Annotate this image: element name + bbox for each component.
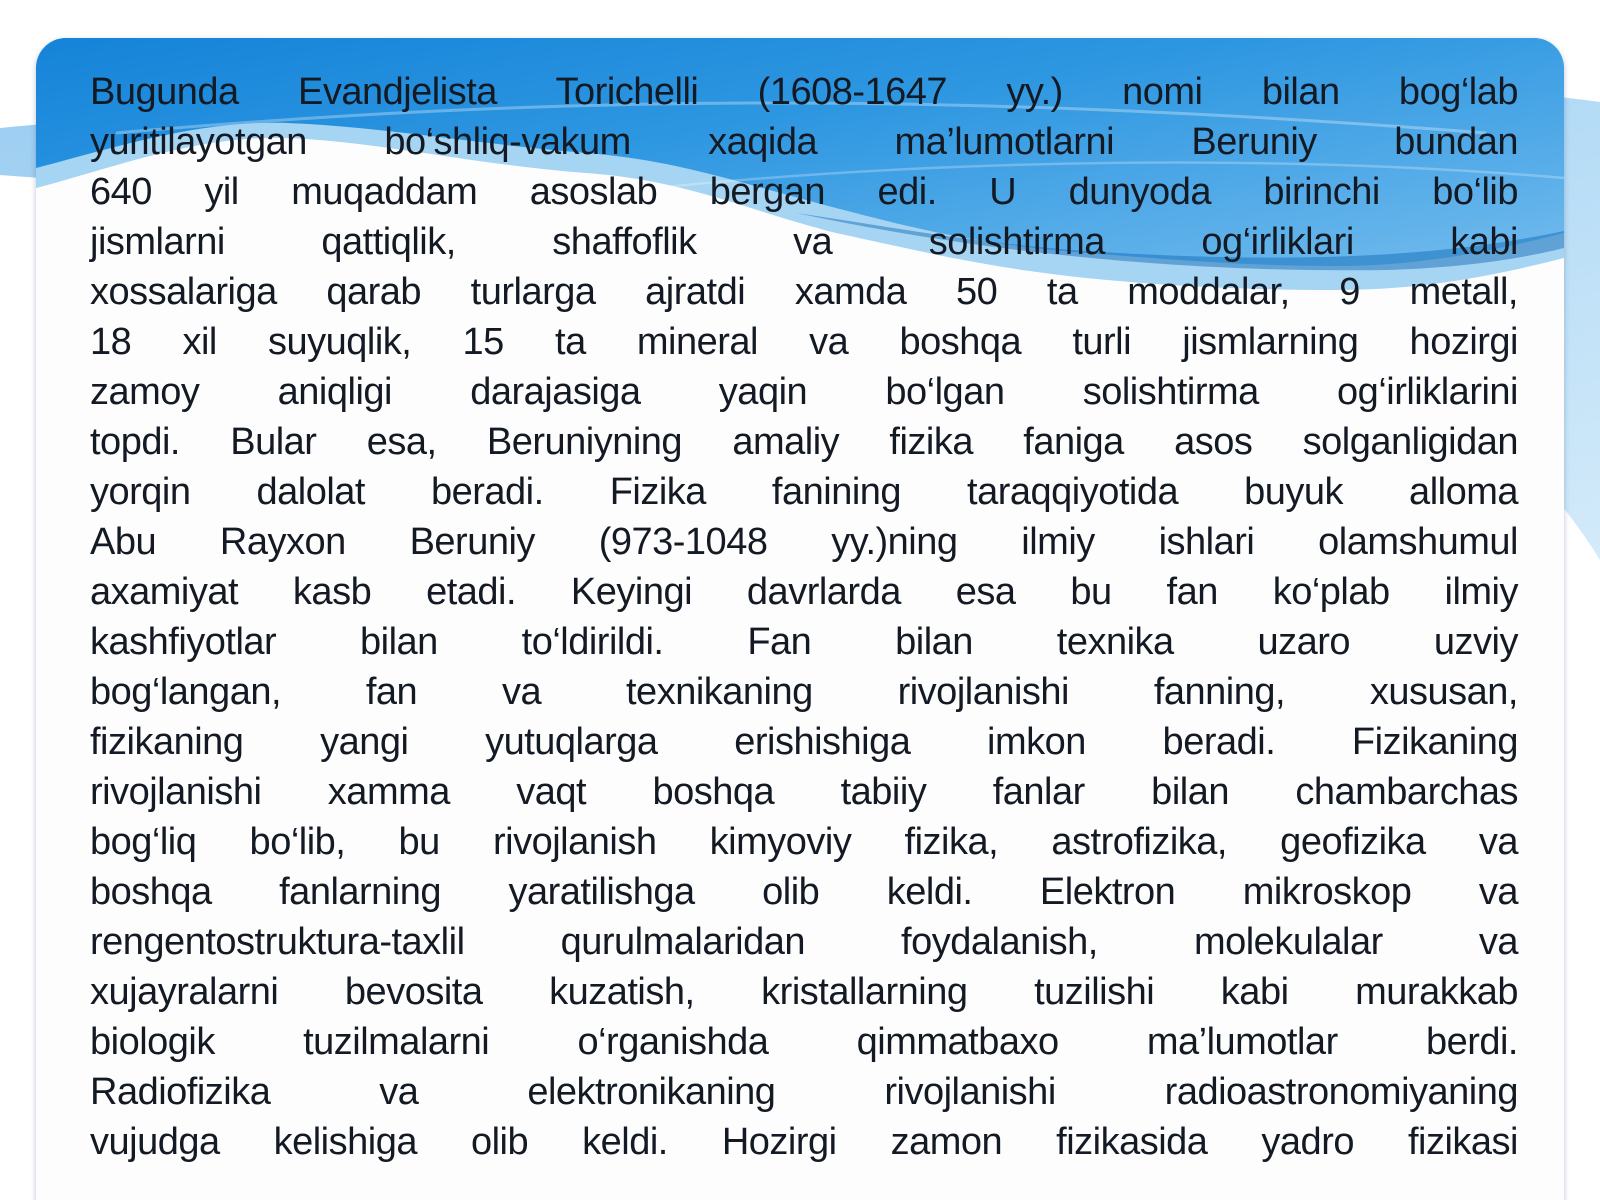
- paragraph-line: biologik tuzilmalarni o‘rganishda qimmatbaxo ma’lumotlar berdi.: [90, 1021, 1518, 1063]
- paragraph-line: kashfiyotlar bilan to‘ldirildi. Fan bilan texnika uzaro uzviy: [90, 621, 1518, 663]
- paragraph: [36, 38, 1564, 1167]
- paragraph-line: 640 yil muqaddam asoslab bergan edi. U dunyoda birinchi bo‘lib: [90, 171, 1518, 213]
- paragraph-line: Radiofizika va elektronikaning rivojlanishi radioastronomiyaning: [90, 1071, 1518, 1113]
- paragraph-line: zamoy aniqligi darajasiga yaqin bo‘lgan solishtirma og‘irliklarini: [90, 371, 1518, 413]
- paragraph-line: xujayralarni bevosita kuzatish, kristallarning tuzilishi kabi murakkab: [90, 971, 1518, 1013]
- paragraph-line: jismlarni qattiqlik, shaffoflik va solishtirma og‘irliklari kabi: [90, 221, 1518, 263]
- paragraph-line: rengentostruktura-taxlil qurulmalaridan foydalanish, molekulalar va: [90, 921, 1518, 963]
- paragraph-line: 18 xil suyuqlik, 15 ta mineral va boshqa turli jismlarning hozirgi: [90, 321, 1518, 363]
- paragraph-line: boshqa fanlarning yaratilishga olib keldi. Elektron mikroskop va: [90, 871, 1518, 913]
- paragraph-line: Bugunda Evandjelista Torichelli (1608-1647 yy.) nomi bilan bog‘lab: [90, 71, 1518, 113]
- paragraph-line: bog‘liq bo‘lib, bu rivojlanish kimyoviy fizika, astrofizika, geofizika va: [90, 821, 1518, 863]
- paragraph-line: bog‘langan, fan va texnikaning rivojlanishi fanning, xususan,: [90, 671, 1518, 713]
- paragraph-line: topdi. Bular esa, Beruniyning amaliy fizika faniga asos solganligidan: [90, 421, 1518, 463]
- paragraph-line: Abu Rayxon Beruniy (973-1048 yy.)ning ilmiy ishlari olamshumul: [90, 521, 1518, 563]
- paragraph-line: yorqin dalolat beradi. Fizika fanining taraqqiyotida buyuk alloma: [90, 471, 1518, 513]
- paragraph-line: rivojlanishi xamma vaqt boshqa tabiiy fanlar bilan chambarchas: [90, 771, 1518, 813]
- paragraph-line: yuritilayotgan bo‘shliq-vakum xaqida ma’lumotlarni Beruniy bundan: [90, 121, 1518, 163]
- paragraph-line: vujudga kelishiga olib keldi. Hozirgi zamon fizikasida yadro fizikasi: [90, 1121, 1518, 1163]
- content-card: [36, 38, 1564, 1200]
- paragraph-line: axamiyat kasb etadi. Keyingi davrlarda esa bu fan ko‘plab ilmiy: [90, 571, 1518, 613]
- paragraph-line: xossalariga qarab turlarga ajratdi xamda 50 ta moddalar, 9 metall,: [90, 271, 1518, 313]
- paragraph-line: fizikaning yangi yutuqlarga erishishiga imkon beradi. Fizikaning: [90, 721, 1518, 763]
